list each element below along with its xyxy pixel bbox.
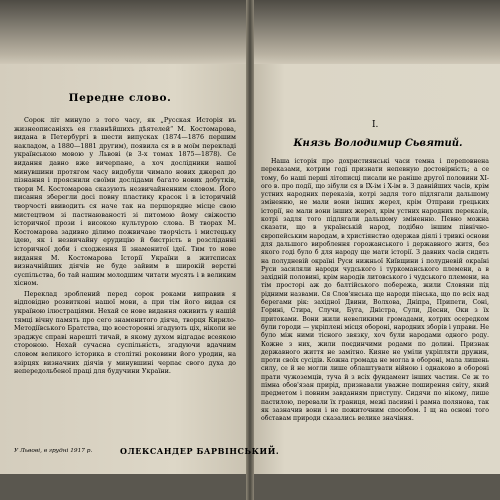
- chapter-paragraph: Наша історія про дохристиянські часи темна і переповнена переказами, котрим годі признати непевную достовірність; а се тому, бо наші перші літописці писали не раніше другої половини XI-ого в. про події, що зібули ся в IX-ім і X-ім в. З давнійших часів, крім устних народних переказів, котрі задля того підлягали дальшому зміненню, не мали вони інших жерел, крім Отправи грецьких історії, не мали вони інших жерел, крім устних народних переказів, котрі задля того підлягали дальшому зміненню. Певно можна сказати, що в українській народ, подібно іншим північно-європейським народам, в христіянство одержав діялі і тривкі основи для дальшого вироблення горожанського і державного житя, без якого годі було б для народу ще мати історії. З давних часів сидять на полудневій окраїні Руси нижньої Київщини і полудневій окраїні Руси засиляли народи чудського і туркоманського племени, а в західній половині, крім народів литовського і чудського племени, на тім просторі аж до балтійського побережа, жили Словяни під рідними назвами. Ся Слов'янська ще народи пінська, що по всіх над берегами рік: західної Двини, Волхова, Дніпра, Припети, Соні, Горині, Стира, Случи, Буга, Дністра, Сули, Десни, Оки з їх притоками. Вони жили невеликими громадами, котрих осередком були городи — укріплені місця обороні, народних зборів і управи. Не було між ними тісного звязку, хоч були народами одного роду. Кожне з них, жили поєдинчими родами по доливі. Признак державного життя не замітно. Кияне не уміли укріпляти дружин, проти своїх сусідів. Кожна громада не могла в обороні, мала лишень силу, се й не могли лише облаштувати війною і однаково в обороні прати чужоземців, туча й з всіх фундамент інших частин. Се ж то пімна обов'язан прирід, признавали уважне поширення світу, який предметом і повним завданням приступу. Сидячи по нікому, лише пастилою, перевали їх границя, межі пасивні і рамна полянова, так як зазначив вони і не пожиточним способом. І щ на основі того обставам природи сказались велике значіння.: [261, 158, 489, 423]
- book-gutter: [246, 0, 254, 500]
- chapter-text: [261, 158, 489, 425]
- foreword-title: Передне слово.: [68, 92, 172, 104]
- foreword-date: У Львові, в грудні 1917 р.: [14, 448, 93, 454]
- author-signature: ОЛЕКСАНДЕР БАРВІНСЬКИЙ.: [120, 446, 280, 456]
- chapter-number: I.: [372, 120, 379, 130]
- foreword-paragraph: Сорок літ минуло з того часу, як „Русская Исторія въ жизнеописаніяхъ ея главнѣйшихъ дѣятелей“ М. Костомарова, видана в Петербургі в шести випусках (1874—1876 першим накладом, а 1880—1881 другим), появила ся в в моїм перекладі українською мовою у Львові (в 3-х томах 1875—1878). Се видання давно вже вичерпане, а хоч дослідники нашої минувшини протягом часу видобули чимало нових джерел до пізнання і прояснили своїми дослідами багато нових добутків, твори М. Костомарова сказують незвичайненним словом. Його писання зберегли досі повну пластику красок і в історичній творчості ввиводить ся наче так на першорядне місце свою мистецтвом зі пастнаюваності зі питомою йому свіжостю історичної прози і високою культурою слова. В творах М. Костомарова задивно ділимо пожвичаве творчість і мистецьку ідею, як і незвичайну ерудицію й бистрість в розсліданні історичної доби і сходження її знаменитої ідеї. Тим то нове видання М. Костомарова Історії України в житєписах визначнійших діячів не буде зайвим в широкій верстві суспільства, бо тай нашим молодшим читати мусять і в великим хісном.: [14, 116, 236, 288]
- chapter-title: Князь Володимир Сьвятий.: [293, 138, 463, 149]
- foreword-paragraph: Переклад зроблений перед сорок роками виправив я відповідно розвиткові нашої мови, а при тім його видав ся україною ілюстраціями. Нехай се нове видання оживить у нашій тямці вічну память про сего знаменитого діяча, творця Кирило-Методіївського Братства, що всесторонні згадують ціх, ніколи не зраджує справі нарешті тичай, в якому духом відгадає всеякою стороною. Нехай сучасна суспільність, згадуючи вдачним словом великого історика в столітні роковини його уродин, на взірцях визначних діячів у минувшині черпає свого духа до непередольбеної праці для будучини України.: [14, 289, 236, 376]
- foreword-text: [14, 116, 236, 378]
